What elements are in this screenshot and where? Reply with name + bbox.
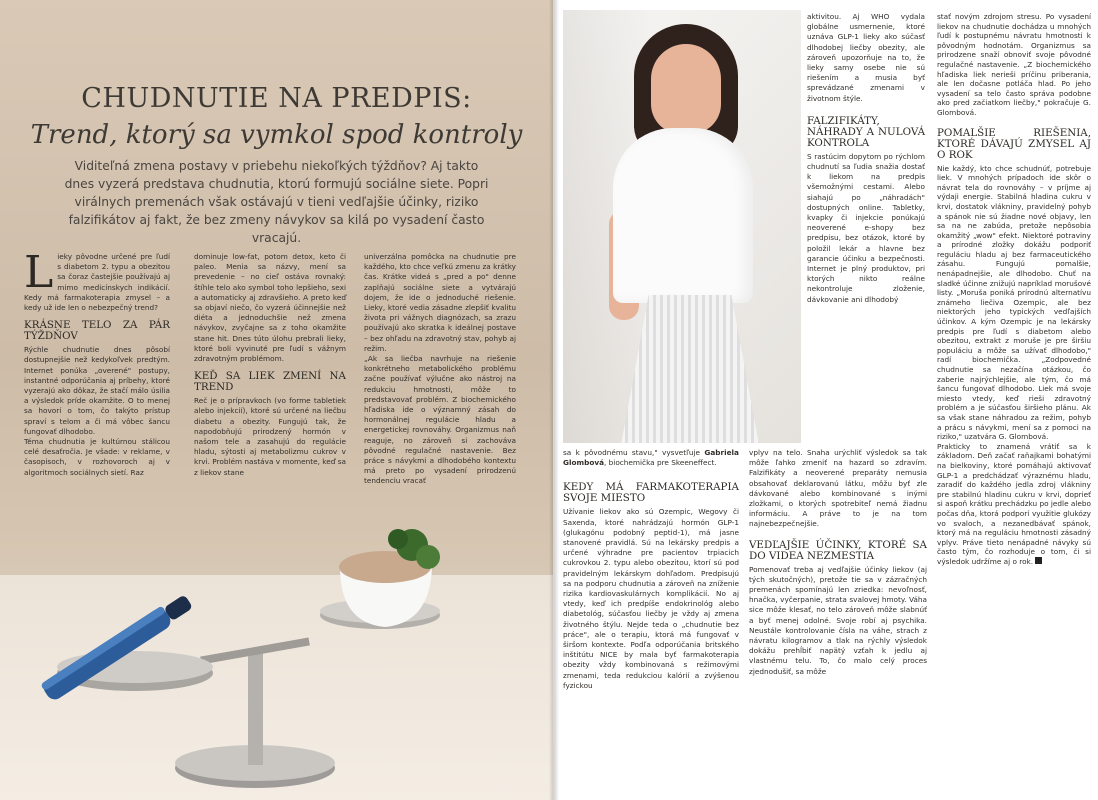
subheading-krasne-telo: KRÁSNE TELO ZA PÁR TÝŽDŇOV [24,319,170,343]
paragraph: Reč je o prípravkoch (vo forme tabletiek alebo injekcií), ktoré sú určené na liečbu diabetu a obezity. Fungujú tak, že napodobňujú prirodzený hormón v našom tele a zasahujú do regulácie hladu, sýtosti aj metabolizmu cukrov v krvi. Problém nastáva v momente, keď sa z liekov stane [194,396,346,477]
subheading-pomalsie: POMALŠIE RIEŠENIA, KTORÉ DÁVAJÚ ZMYSEL AJ O ROK [937,126,1091,161]
paragraph: Užívanie liekov ako sú Ozempic, Wegovy či Saxenda, ktoré nahrádzajú hormón GLP-1 (glukagónu podobný peptid-1), má jasne stanovené pravidlá. Sú na lekársky predpis a určené výhradne pre pacientov trpiacich cukrovkou 2. typu alebo obezitou, ktorí sú pod pravidelným lekárskym dohľadom. Predpisujú sa na podporu chudnutia a zároveň na zníženie rizika kardiovaskulárnych komplikácií. No aj vtedy, keď ich predpíše endokrinológ alebo diabetológ, súčasťou liečby je vždy aj zmena životného štýlu. Nejde teda o „chudnutie bez práce", ale o terapiu, ktorá má fungovať v širšom kontexte. Podľa odporúčania britského inštitútu NICE by mala byť farmakoterapia obezity vždy kombinovaná s režimovými zmenami, teda redukciou kalórií a zvýšenou fyzickou [563,507,739,690]
column-1 [24,247,170,478]
subheading-ked-sa-liek: KEĎ SA LIEK ZMENÍ NA TREND [194,370,346,394]
paragraph: Nie každý, kto chce schudnúť, potrebuje liek. V mnohých prípadoch ide skôr o návrat tela do rovnováhy – v príjme aj výdaji energie. Stabilná hladina cukru v krvi, dostatok vlákniny, pravidelný pohyb a spánok nie sú žiadne nové objavy, len sa na ne zabúda, pretože nepôsobia okamžitý „wow" efekt. Niektoré potraviny a prírodné zložky dokážu podporiť reguláciu hladu aj bez farmaceutického zásahu. Fungujú pomalšie, nenápadnejšie, ale dlhodobo. Chuť na sladké účinne znižujú napríklad morušové listy. „Moruša poniká prírodnú alternatívu známeho liečiva Ozempic, ale bez niektorých jeho typických vedľajších účinkov. A kým Ozempic je na lekársky predpis pre ľudí s diabetom alebo obezitou, extrakt z moruše je pre širšiu populáciu a môže sa užívať dlhodobo," radí biochemička. „Zodpovedné chudnutie sa nezačína otázkou, čo zaberie najrýchlejšie, ale tým, čo má šancu fungovať dlhodobo. Liek má svoje miesto vtedy, keď rieši zdravotný problém a je súčasťou širšieho plánu. Ak sa však stane náhradou za režim, pohyb a prácu s návykmi, mení sa z pomoci na riziko," uzatvára G. Glombová. [937,163,1091,442]
right-page [553,0,1098,800]
portrait-photo [563,10,801,443]
column-3 [364,252,516,487]
paragraph: stať novým zdrojom stresu. Po vysadení liekov na chudnutie dochádza u mnohých ľudí k postupnému návratu hmotnosti k pôvodným hodnotám. Organizmus sa prirodzene snaží obnoviť svoje pôvodné regulačné nastavenie. „Z biochemického hľadiska liek nerieši príčinu priberania, ale len dočasne potláča hlad. Po jeho vysadení sa telo často správa podobne ako pred začiatkom liečby," pokračuje G. Glombová. [937,12,1091,117]
lead-paragraph: Viditeľná zmena postavy v priebehu niekoľkých týždňov? Aj takto dnes vyzerá predstava chudnutia, ktorú formujú sociálne siete. Popri virálnych premenách však ostávajú v tieni vedľajšie účinky, riziko falzifikátov aj fakt, že bez zmeny návykov sa kilá po vysadení často vracajú. [64,159,489,245]
paragraph [937,442,1091,567]
column-2 [194,252,346,478]
page-gutter [549,0,559,800]
paragraph: aktivitou. Aj WHO vydala globálne usmernenie, ktoré uznáva GLP-1 lieky ako súčasť dlhodobej liečby obezity, ale zároveň upozorňuje na to, že lieky samy osebe nie sú riešením a musia byť sprevádzané zmenami v životnom štýle. [807,12,925,103]
paragraph: Téma chudnutia je kultúrnou stálicou celé desaťročia. Je všade: v reklame, v časopisoch, v rozhovoroch aj v algoritmoch sociálnych sietí. Raz [24,437,170,477]
paragraph: dominuje low-fat, potom detox, keto či paleo. Menia sa názvy, mení sa prevedenie – no cieľ ostáva rovnaký: štíhle telo ako symbol toho lepšieho, sexi a automaticky aj zdravšieho. A preto keď sa objaví niečo, čo vyzerá účinnejšie než diéta a jednoduchšie než zmena návykov, zvyčajne sa z toho okamžite stane hit. Dnes túto úlohu prebrali lieky, ktoré boli vyvinuté pre ľudí s vážnym zdravotným problémom. [194,252,346,364]
paragraph: Pomenovať treba aj vedľajšie účinky liekov (aj tých skutočných), pretože tie sa v zázračných premenách spomínajú len zriedka: nevoľnosť, hnačka, vyčerpanie, strata svalovej hmoty. Váha sice môže klesať, no telo zároveň môže slabnúť a byť menej odolné. Svoje robí aj psychika. Neustále kontrolovanie čísla na váhe, strach z návratu kilogramov a tlak na rýchly výsledok dokážu prehĺbiť napätý vzťah k jedlu aj vlastnému telu. To, čo malo celý proces zjednodušiť, sa môže [749,564,927,676]
portrait-face [651,44,721,134]
headline-line-2: Trend, ktorý sa vymkol spod kontroly [30,120,523,150]
column-4 [563,448,739,691]
paragraph: S rastúcim dopytom po rýchlom chudnutí sa ľudia snažia dostať k liekom na predpis všemožnými cestami. Alebo siahajú po „náhradách" dostupných online. Tabletky, kvapky či injekcie ponúkajú neoverené e-shopy bez predpisu, bez otázok, ktoré by položil lekár a hlavne bez garancie účinku a bezpečnosti. Internet je plný produktov, pri ktorých nikto reálne nekontroluje zloženie, dávkovanie ani dlhodobý [807,151,925,304]
scale-pillar [248,650,263,765]
scale-illustration [40,515,520,800]
subheading-falzifikaty: FALZIFIKÁTY, NÁHRADY A NULOVÁ KONTROLA [807,114,925,149]
closing-text: Prakticky to znamená vrátiť sa k základom. Deň začať raňajkami bohatými na bielkoviny, ktoré pomáhajú aktivovať GLP-1 a predchádzať výraznému hladu, zaradiť do každého jedla zdroj vlákniny pre stabilnú hladinu cukru v krvi, doprieť si aspoň krátku prechádzku po jedle alebo počas dňa, ktorá podporí využitie glukózy vo svaloch, a nezanedbávať spánok, ktorý má na reguláciu hmotnosti zásadný vplyv. Práve tieto nenápadné návyky sú často tým, čo rozhoduje o tom, či si výsledok udržíme aj o rok. [937,441,1091,566]
paragraph: vplyv na telo. Snaha urýchliť výsledok sa tak môže ľahko zmeniť na hazard so zdravím. Falzifikáty a neoverené preparáty nemusia obsahovať deklarovanú látku, môžu byť zle dávkované alebo kombinované s inými zložkami, o ktorých spotrebiteľ nemá žiadnu informáciu. A práve to je na tom najnebezpečnejšie. [749,448,927,529]
headline-line-1: CHUDNUTIE NA PREDPIS: [81,83,472,114]
subheading-kedy-ma: KEDY MÁ FARMAKOTERAPIA SVOJE MIESTO [563,481,739,505]
intro-paragraph [24,247,170,313]
paragraph: „Ak sa liečba navrhuje na riešenie konkrétneho metabolického problému začne používať výlučne ako nástroj na redukciu hmotnosti, môže to predstavovať problém. Z biochemického hľadiska ide o významný zásah do hormonálnej regulácie hladu a energetickej rovnováhy. Organizmus naň reaguje, no zároveň si zachováva pôvodné regulačné nastavenie. Bez práce s návykmi a dlhodobého kontextu má preto po vysadení prirodzenú tendenciu vracať [364,354,516,486]
subheading-vedlajsie: VEDĽAJŠIE ÚČINKY, KTORÉ SA DO VIDEA NEZMESTIA [749,538,927,562]
quote-attribution [563,448,739,468]
paragraph: univerzálna pomôcka na chudnutie pre každého, kto chce veľkú zmenu za krátky čas. Krátke videá s „pred a po" denne zaplňajú sociálne siete a vytvárajú dojem, že ide o jednoduché riešenie. Lieky, ktoré vedia zásadne zlepšiť kvalitu života pri vážnych diagnózach, sa zrazu používajú ako skratka k ideálnej postave – bez ohľadu na zdravotný stav, pohyb aj režim. [364,252,516,353]
attribution-text: , biochemička pre Skeeneffect. [604,458,717,468]
column-5a [807,12,925,305]
column-5b [749,448,927,677]
end-mark [1035,557,1042,564]
expert-name: Gabriela Glombová [563,448,739,468]
paragraph: Rýchle chudnutie dnes pôsobí dostupnejšie než kedykoľvek predtým. Internet ponúka „overené" postupy, instantné odporúčania aj príbehy, ktoré vyzerajú ako dôkaz, že stačí málo úsilia a výsledok príde okamžite. O to menej sa hovorí o tom, čo takýto prístup spraví s telom a či má vôbec šancu fungovať dlhodobo. [24,345,170,436]
intro-text: ieky pôvodne určené pre ľudí s diabetom 2. typu a obezitou sa čoraz častejšie používajú aj mimo medicínskych indikácií. Kedy má farmakoterapia zmysel – a kedy už ide len o nebezpečný trend? [24,252,170,313]
attribution-text: sa k pôvodnému stavu," vysvetľuje [563,448,705,457]
portrait-top [613,128,753,303]
drop-cap: L [24,247,54,298]
column-6 [937,12,1091,566]
